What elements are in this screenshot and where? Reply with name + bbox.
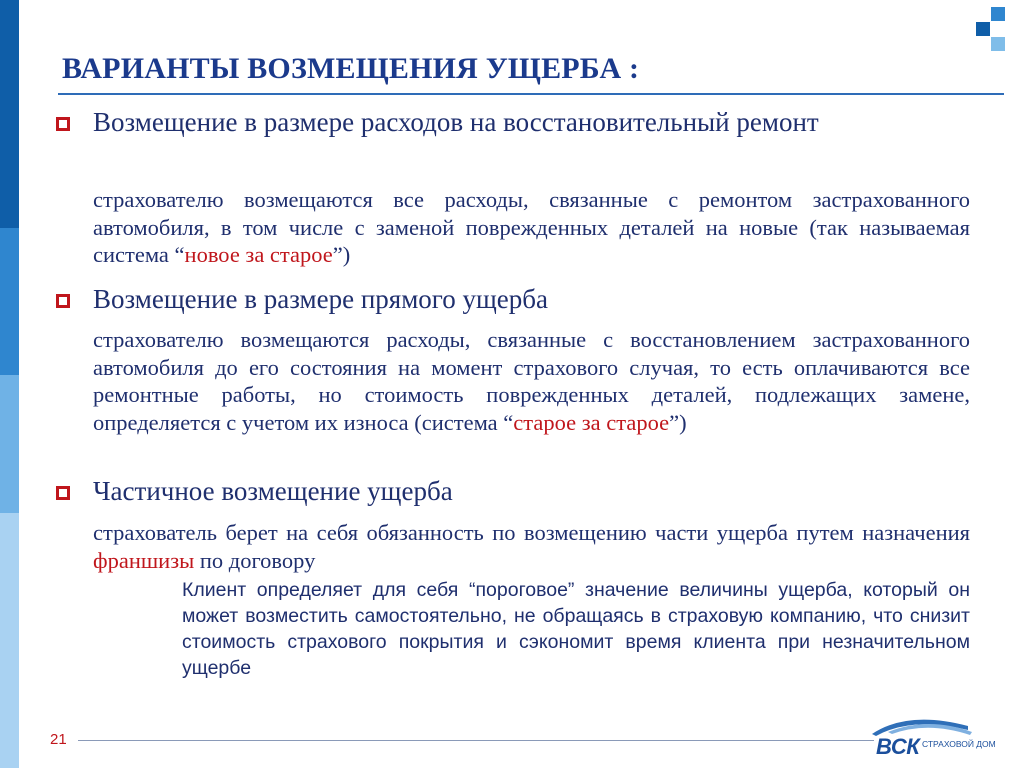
title-divider	[58, 93, 1004, 95]
square-bullet-icon	[56, 294, 70, 308]
item-description: страхователь берет на себя обязанность по возмещению части ущерба путем назначения франшизы по договору	[93, 520, 970, 573]
page-number: 21	[50, 731, 67, 748]
item-description: страхователю возмещаются расходы, связанные с восстановлением застрахованного автомобиля до его состояния на момент страхового случая, то есть оплачиваются все ремонтные работы, но стоимость поврежденных деталей, подлежащих замене, определяется с учетом их износа (система “старое за старое”)	[93, 327, 970, 435]
footer-divider	[78, 740, 874, 741]
highlighted-term: франшизы	[93, 547, 195, 573]
item-heading: Возмещение в размере прямого ущерба	[93, 284, 548, 314]
item-description: страхователю возмещаются все расходы, связанные с ремонтом застрахованного автомобиля, в том числе с заменой поврежденных деталей на новые (так называемая система “новое за старое”)	[93, 187, 970, 267]
item-heading: Частичное возмещение ущерба	[93, 476, 453, 506]
highlighted-term: старое за старое	[513, 409, 670, 435]
logo-text: СТРАХОВОЙ ДОМ	[922, 739, 996, 749]
square-bullet-icon	[56, 486, 70, 500]
side-stripe-mid	[0, 228, 19, 375]
side-stripe-pale	[0, 513, 19, 768]
item-note: Клиент определяет для себя “пороговое” значение величины ущерба, который он может возместить самостоятельно, не обращаясь в страховую компанию, что снизит стоимость страхового покрытия и сэкономит время клиента при незначительном ущербе	[182, 579, 970, 679]
highlighted-term: новое за старое	[184, 242, 333, 267]
corner-square-icon	[976, 22, 990, 36]
item-heading: Возмещение в размере расходов на восстановительный ремонт	[93, 107, 819, 137]
side-stripe-light	[0, 375, 19, 513]
corner-square-icon	[991, 37, 1005, 51]
slide-title: ВАРИАНТЫ ВОЗМЕЩЕНИЯ УЩЕРБА :	[62, 52, 640, 85]
logo-mark: ВСК	[876, 734, 920, 759]
company-logo	[868, 712, 1008, 766]
side-stripe-dark	[0, 0, 19, 228]
corner-square-icon	[991, 7, 1005, 21]
square-bullet-icon	[56, 117, 70, 131]
